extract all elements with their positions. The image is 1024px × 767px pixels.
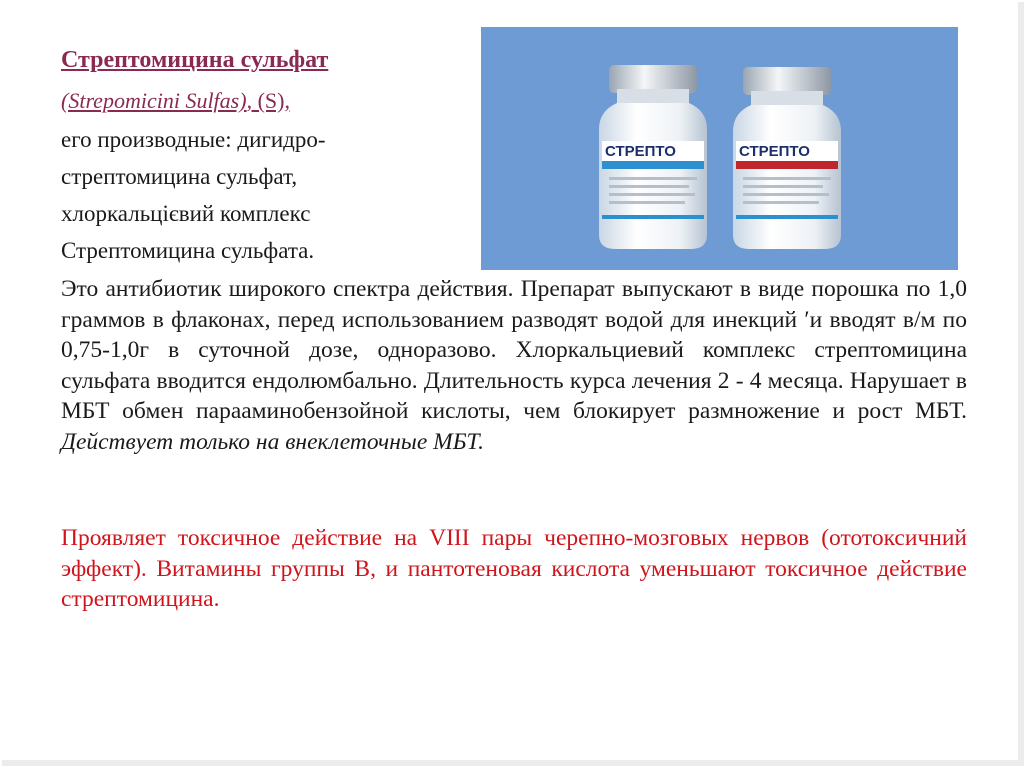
latin-name-line — [61, 88, 290, 114]
intro-line-3: хлоркальцієвий комплекс — [61, 201, 311, 226]
description-text: Это антибиотик широкого спектра действия. Препарат выпускают в виде порошка по 1,0 граммов в флаконах, перед использованием разводят водой для инекций ′и вводят в/м по 0,75-1,0г в суточной дозе, одноразово. Хлоркальциевий комплекс стрептомицина сульфата вводится ендолюмбально. Длительность курса лечения 2 - 4 месяца. Нарушает в МБТ обмен парааминобензойной кислоты, чем блокирует размножение и рост МБТ. — [61, 276, 967, 424]
intro-line-1: его производные: дигидро- — [61, 127, 326, 152]
latin-name: (Strepomicini Sulfas) — [61, 88, 247, 113]
drug-title: Стрептомицина сульфат — [61, 47, 329, 73]
intro-line-4: Стрептомицина сульфата. — [61, 238, 315, 263]
latin-suffix: , (S), — [246, 88, 290, 113]
toxicity-paragraph: Проявляет токсичное действие на VIII пары черепно-мозговых нервов (ототоксичний эффект). Витамины группы В, и пантотеновая кислота уменьшают токсичное действие стрептомицина. — [61, 525, 967, 612]
vial-right-label: СТРЕПТО — [739, 143, 810, 160]
vial-left — [599, 65, 707, 249]
description-paragraph — [61, 274, 967, 457]
vials-illustration — [481, 27, 958, 270]
description-italic: Действует только на внеклеточные МБТ. — [61, 428, 485, 455]
vial-left-label: СТРЕПТО — [605, 143, 676, 160]
vial-right — [733, 67, 841, 249]
vials-photo — [481, 27, 958, 270]
intro-line-2: стрептомицина сульфат, — [61, 164, 298, 189]
